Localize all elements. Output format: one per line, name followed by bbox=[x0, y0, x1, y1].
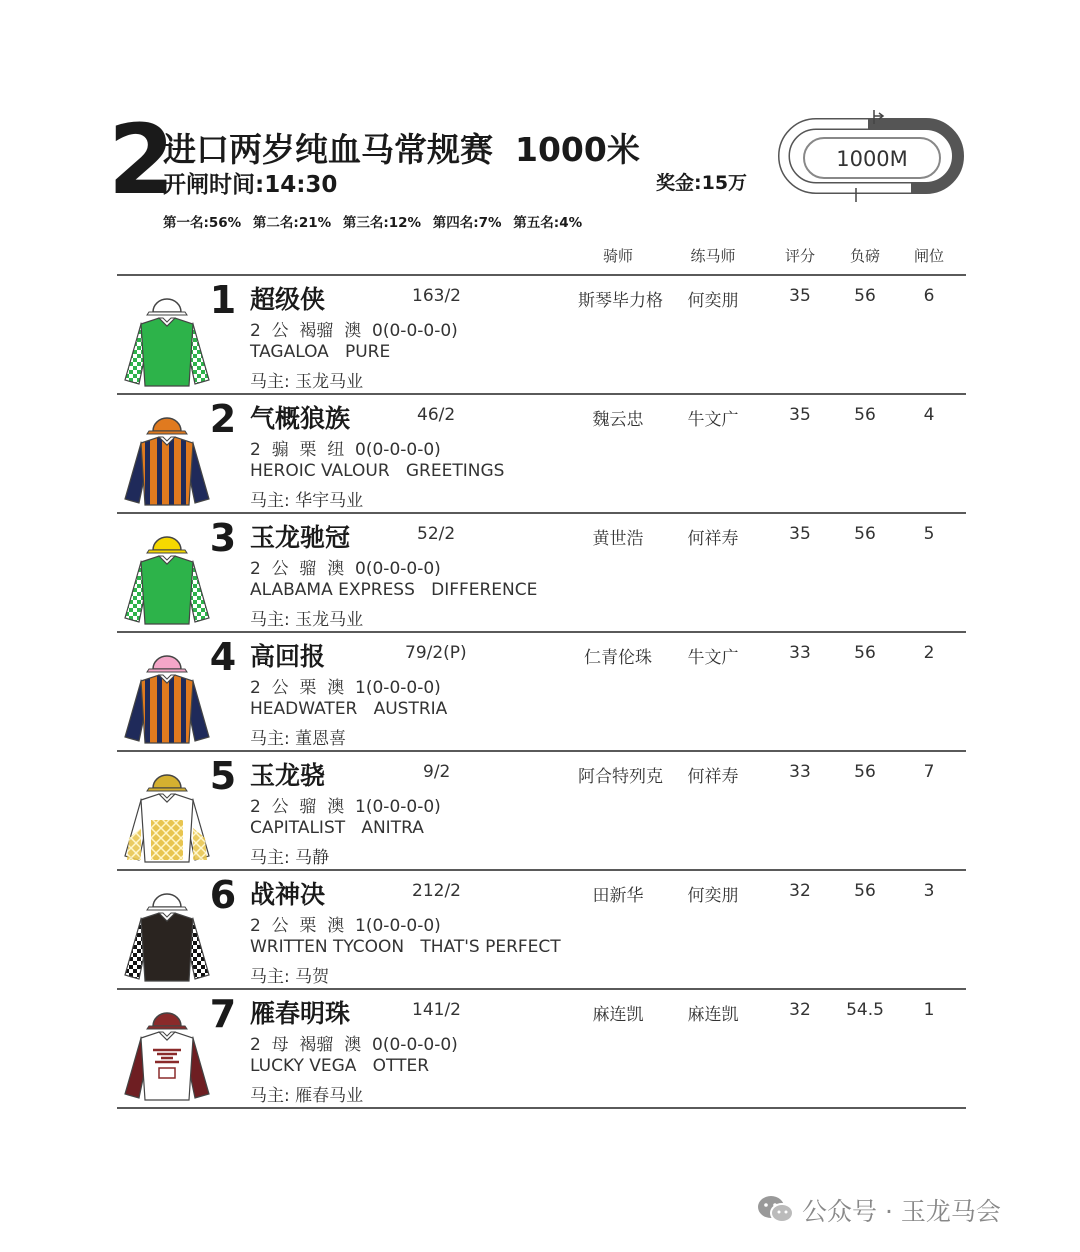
horse-details: 2 公 骝 澳 0(0-0-0-0) bbox=[250, 559, 441, 579]
draw-value: 7 bbox=[923, 762, 935, 782]
horse-name: 雁春明珠 bbox=[250, 999, 351, 1028]
jockey-silks-icon bbox=[121, 282, 213, 390]
horse-details: 2 母 褐骝 澳 0(0-0-0-0) bbox=[250, 1035, 458, 1055]
jockey-silks-icon bbox=[121, 401, 213, 509]
horse-pedigree: HEROIC VALOUR GREETINGS bbox=[250, 461, 505, 481]
trainer-name: 麻连凯 bbox=[687, 1005, 739, 1025]
horse-number: 7 bbox=[209, 992, 237, 1036]
jockey-silks-icon bbox=[121, 877, 213, 985]
table-row bbox=[117, 395, 966, 514]
rating-value: 33 bbox=[789, 762, 811, 782]
weight-value: 56 bbox=[854, 762, 876, 782]
prize-share-1: 第一名:56% bbox=[163, 215, 242, 231]
jockey-silks-icon bbox=[121, 758, 213, 866]
weight-value: 54.5 bbox=[846, 1000, 884, 1020]
prize-distribution bbox=[163, 211, 589, 231]
prize-share-4: 第四名:7% bbox=[432, 215, 502, 231]
horse-owner: 马主: 雁春马业 bbox=[250, 1086, 364, 1106]
horse-details: 2 公 骝 澳 1(0-0-0-0) bbox=[250, 797, 441, 817]
table-row bbox=[117, 514, 966, 633]
trainer-name: 何奕朋 bbox=[687, 886, 739, 906]
jockey-name: 田新华 bbox=[592, 886, 644, 906]
horse-odds: 79/2(P) bbox=[405, 643, 467, 663]
rating-value: 35 bbox=[789, 286, 811, 306]
horse-details: 2 骟 栗 纽 0(0-0-0-0) bbox=[250, 440, 441, 460]
jockey-name: 麻连凯 bbox=[592, 1005, 644, 1025]
weight-value: 56 bbox=[854, 405, 876, 425]
weight-value: 56 bbox=[854, 881, 876, 901]
horse-name: 高回报 bbox=[250, 642, 326, 671]
track-distance-label: 1000M bbox=[836, 147, 908, 171]
horse-owner: 马主: 马静 bbox=[250, 848, 330, 868]
jockey-name: 魏云忠 bbox=[592, 410, 644, 430]
horse-pedigree: ALABAMA EXPRESS DIFFERENCE bbox=[250, 580, 538, 600]
prize-share-3: 第三名:12% bbox=[342, 215, 422, 231]
horse-details: 2 公 褐骝 澳 0(0-0-0-0) bbox=[250, 321, 458, 341]
horse-odds: 141/2 bbox=[412, 1000, 461, 1020]
trainer-name: 牛文广 bbox=[687, 410, 739, 430]
horse-odds: 163/2 bbox=[412, 286, 461, 306]
jockey-name: 斯琴毕力格 bbox=[578, 291, 663, 311]
prize-share-5: 第五名:4% bbox=[513, 215, 583, 231]
prize-money: 奖金:15万 bbox=[656, 172, 748, 194]
horse-number: 3 bbox=[209, 516, 237, 560]
rating-value: 32 bbox=[789, 1000, 811, 1020]
race-number: 2 bbox=[108, 104, 175, 216]
trainer-name: 何奕朋 bbox=[687, 291, 739, 311]
weight-value: 56 bbox=[854, 286, 876, 306]
header-jockey: 骑师 bbox=[602, 247, 633, 265]
horse-pedigree: WRITTEN TYCOON THAT'S PERFECT bbox=[250, 937, 561, 957]
horse-odds: 52/2 bbox=[417, 524, 456, 544]
rating-value: 32 bbox=[789, 881, 811, 901]
race-distance: 1000米 bbox=[515, 130, 640, 169]
horse-odds: 46/2 bbox=[417, 405, 456, 425]
horse-pedigree: CAPITALIST ANITRA bbox=[250, 818, 424, 838]
draw-value: 1 bbox=[923, 1000, 935, 1020]
jockey-silks-icon bbox=[121, 996, 213, 1104]
horse-name: 玉龙骁 bbox=[250, 761, 326, 790]
draw-value: 3 bbox=[923, 881, 935, 901]
header-draw: 闸位 bbox=[913, 247, 944, 265]
rating-value: 35 bbox=[789, 405, 811, 425]
race-name: 进口两岁纯血马常规赛 bbox=[163, 130, 493, 169]
horse-owner: 马主: 华宇马业 bbox=[250, 491, 364, 511]
race-title bbox=[163, 124, 640, 171]
horse-owner: 马主: 玉龙马业 bbox=[250, 610, 364, 630]
trainer-name: 何祥寿 bbox=[687, 767, 739, 787]
rating-value: 35 bbox=[789, 524, 811, 544]
horse-details: 2 公 栗 澳 1(0-0-0-0) bbox=[250, 916, 441, 936]
wechat-icon bbox=[756, 1194, 794, 1224]
table-row bbox=[117, 633, 966, 752]
rating-value: 33 bbox=[789, 643, 811, 663]
jockey-silks-icon bbox=[121, 639, 213, 747]
horse-pedigree: LUCKY VEGA OTTER bbox=[250, 1056, 430, 1076]
horse-owner: 马主: 马贺 bbox=[250, 967, 330, 987]
horse-owner: 马主: 董恩喜 bbox=[250, 729, 347, 749]
header-rating: 评分 bbox=[784, 247, 815, 265]
horse-name: 玉龙驰冠 bbox=[250, 523, 351, 552]
horse-number: 1 bbox=[209, 278, 237, 322]
table-row bbox=[117, 276, 966, 395]
trainer-name: 何祥寿 bbox=[687, 529, 739, 549]
horse-odds: 9/2 bbox=[423, 762, 451, 782]
header-weight: 负磅 bbox=[849, 247, 880, 265]
watermark-text: 公众号 · 玉龙马会 bbox=[802, 1197, 1001, 1226]
jockey-name: 阿合特列克 bbox=[578, 767, 663, 787]
start-time: 开闸时间:14:30 bbox=[163, 172, 338, 198]
prize-share-2: 第二名:21% bbox=[252, 215, 332, 231]
draw-value: 5 bbox=[923, 524, 935, 544]
horse-number: 2 bbox=[209, 397, 237, 441]
horse-number: 4 bbox=[209, 635, 237, 679]
draw-value: 6 bbox=[923, 286, 935, 306]
table-row bbox=[117, 990, 966, 1109]
horse-odds: 212/2 bbox=[412, 881, 461, 901]
horse-details: 2 公 栗 澳 1(0-0-0-0) bbox=[250, 678, 441, 698]
jockey-silks-icon bbox=[121, 520, 213, 628]
table-row bbox=[117, 871, 966, 990]
weight-value: 56 bbox=[854, 643, 876, 663]
horse-name: 超级侠 bbox=[250, 285, 326, 314]
row-divider bbox=[117, 1107, 966, 1109]
horse-number: 6 bbox=[209, 873, 237, 917]
jockey-name: 仁青伦珠 bbox=[584, 648, 652, 668]
horse-name: 气概狼族 bbox=[250, 404, 351, 433]
horse-pedigree: TAGALOA PURE bbox=[250, 342, 391, 362]
track-diagram bbox=[776, 106, 966, 206]
horse-name: 战神决 bbox=[250, 880, 326, 909]
horse-number: 5 bbox=[209, 754, 237, 798]
draw-value: 2 bbox=[923, 643, 935, 663]
horse-pedigree: HEADWATER AUSTRIA bbox=[250, 699, 448, 719]
weight-value: 56 bbox=[854, 524, 876, 544]
draw-value: 4 bbox=[923, 405, 935, 425]
jockey-name: 黄世浩 bbox=[592, 529, 644, 549]
table-row bbox=[117, 752, 966, 871]
horse-owner: 马主: 玉龙马业 bbox=[250, 372, 364, 392]
header-trainer: 练马师 bbox=[690, 247, 736, 265]
trainer-name: 牛文广 bbox=[687, 648, 739, 668]
